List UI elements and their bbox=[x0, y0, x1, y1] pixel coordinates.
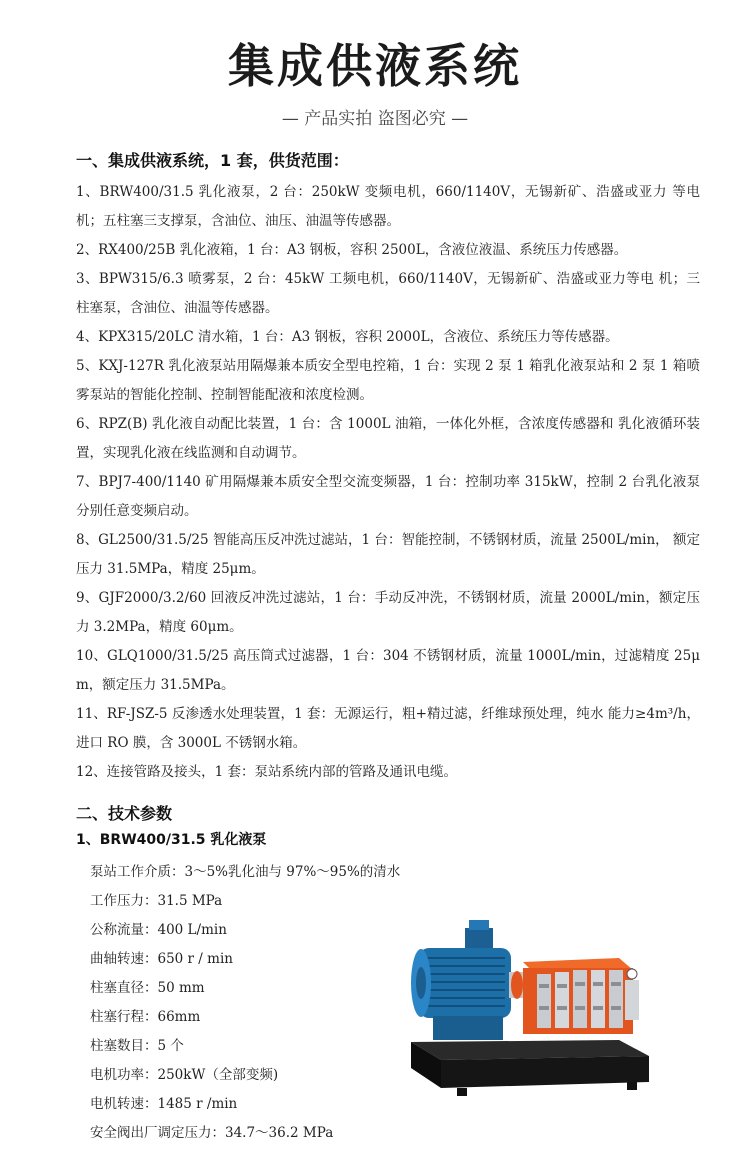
spec-label: 工作压力： bbox=[90, 893, 158, 909]
motor bbox=[411, 920, 511, 1040]
spec-row bbox=[90, 1003, 430, 1032]
spec-row bbox=[90, 974, 430, 1003]
spec-value: 50 mm bbox=[157, 980, 205, 996]
spec-row bbox=[90, 1090, 430, 1119]
spec-value: 5 个 bbox=[157, 1038, 184, 1054]
spec-list bbox=[90, 858, 430, 1148]
spec-value: 400 L/min bbox=[157, 922, 227, 938]
spec-label: 电机功率： bbox=[90, 1067, 158, 1083]
spec-row bbox=[90, 1061, 430, 1090]
spec-value: 66mm bbox=[157, 1009, 201, 1025]
supply-item: 9、GJF2000/3.2/60 回液反冲洗过滤站，1 台：手动反冲洗，不锈钢材质，流量 2000L/min，额定压力 3.2MPa，精度 60μm。 bbox=[76, 590, 700, 635]
spec-value: 1485 r /min bbox=[157, 1096, 238, 1112]
coupling-guard bbox=[511, 971, 523, 999]
pump-unit bbox=[523, 958, 639, 1034]
spec-row bbox=[90, 916, 430, 945]
spec-value: 3～5%乳化油与 97%～95%的清水 bbox=[184, 864, 401, 880]
supply-item-list bbox=[76, 178, 700, 787]
spec-label: 柱塞行程： bbox=[90, 1009, 158, 1025]
skid-foot bbox=[457, 1088, 467, 1096]
spec-label: 安全阀出厂调定压力： bbox=[90, 1125, 225, 1141]
section-heading-supply-scope: 一、集成供液系统，1 套，供货范围： bbox=[76, 151, 349, 170]
spec-row bbox=[90, 945, 430, 974]
spec-row bbox=[90, 1032, 430, 1061]
spec-label: 泵站工作介质： bbox=[90, 864, 185, 880]
supply-item: 12、连接管路及接头，1 套：泵站系统内部的管路及通讯电缆。 bbox=[76, 764, 458, 780]
supply-item: 10、GLQ1000/31.5/25 高压筒式过滤器，1 台：304 不锈钢材质，流量 1000L/min，过滤精度 25μm，额定压力 31.5MPa。 bbox=[76, 648, 700, 693]
spec-label: 公称流量： bbox=[90, 922, 158, 938]
spec-row bbox=[90, 887, 430, 916]
spec-label: 曲轴转速： bbox=[90, 951, 158, 967]
supply-item: 5、KXJ-127R 乳化液泵站用隔爆兼本质安全型电控箱，1 台：实现 2 泵 1 箱乳化液泵站和 2 泵 1 箱喷雾泵站的智能化控制、控制智能配液和浓度检测。 bbox=[76, 358, 700, 403]
page-subtitle: — 产品实拍 盗图必究 — bbox=[281, 109, 469, 129]
pump-model-heading: 1、BRW400/31.5 乳化液泵 bbox=[76, 832, 267, 848]
spec-label: 电机转速： bbox=[90, 1096, 158, 1112]
pump-station-photo bbox=[405, 914, 655, 1098]
supply-item: 1、BRW400/31.5 乳化液泵，2 台：250kW 变频电机，660/1140V，无锡新矿、浩盛或亚力 等电机；五柱塞三支撑泵，含油位、油压、油温等传感器。 bbox=[76, 184, 700, 229]
spec-row bbox=[90, 858, 430, 887]
supply-item: 2、RX400/25B 乳化液箱，1 台：A3 钢板，容积 2500L，含液位液温、系统压力传感器。 bbox=[76, 242, 628, 258]
supply-item: 11、RF-JSZ-5 反渗透水处理装置，1 套：无源运行，粗+精过滤，纤维球预处理，纯水 能力≥4m³/h，进口 RO 膜，含 3000L 不锈钢水箱。 bbox=[76, 706, 700, 751]
supply-item: 3、BPW315/6.3 喷雾泵，2 台：45kW 工频电机，660/1140V，无锡新矿、浩盛或亚力等电 机；三柱塞泵，含油位、油温等传感器。 bbox=[76, 271, 700, 316]
supply-item: 8、GL2500/31.5/25 智能高压反冲洗过滤站，1 台：智能控制，不锈钢材质，流量 2500L/min， 额定压力 31.5MPa，精度 25μm。 bbox=[76, 532, 700, 577]
skid-foot bbox=[627, 1082, 637, 1090]
spec-value: 34.7～36.2 MPa bbox=[225, 1125, 334, 1141]
supply-item: 4、KPX315/20LC 清水箱，1 台：A3 钢板，容积 2000L，含液位、系统压力等传感器。 bbox=[76, 329, 619, 345]
spec-label: 柱塞直径： bbox=[90, 980, 158, 996]
skid-front bbox=[441, 1056, 649, 1088]
spec-row bbox=[90, 1119, 430, 1148]
supply-item: 7、BPJ7-400/1140 矿用隔爆兼本质安全型交流变频器，1 台：控制功率 315kW，控制 2 台乳化液泵分别任意变频启动。 bbox=[76, 474, 700, 519]
section-heading-tech-params: 二、技术参数 bbox=[76, 804, 173, 823]
spec-value: 31.5 MPa bbox=[157, 893, 223, 909]
spec-value: 250kW（全部变频) bbox=[157, 1067, 279, 1083]
page-title: 集成供液系统 bbox=[228, 39, 522, 93]
spec-label: 柱塞数目： bbox=[90, 1038, 158, 1054]
supply-item: 6、RPZ(B) 乳化液自动配比装置，1 台：含 1000L 油箱，一体化外框，含浓度传感器和 乳化液循环装置，实现乳化液在线监测和自动调节。 bbox=[76, 416, 700, 461]
spec-value: 650 r / min bbox=[157, 951, 233, 967]
